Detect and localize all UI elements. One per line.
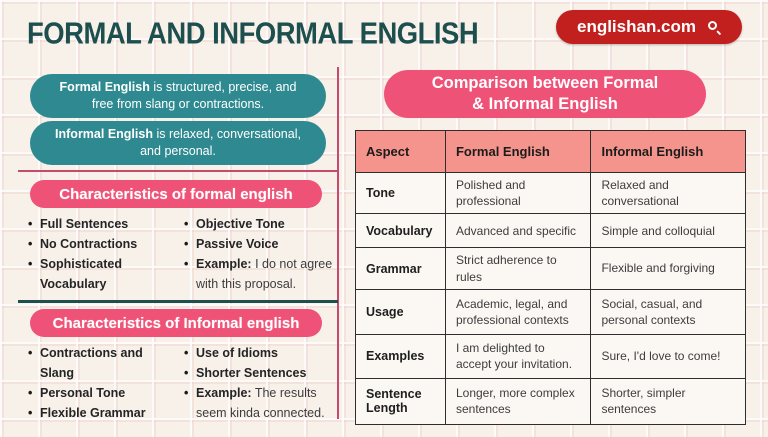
formal-bullets-left bbox=[26, 214, 172, 294]
cell-formal: Strict adherence to rules bbox=[445, 248, 590, 289]
cell-informal: Relaxed and conversational bbox=[591, 173, 746, 214]
list-item: • Contractions and Slang bbox=[26, 343, 172, 383]
table-row bbox=[356, 289, 746, 334]
table-header-row bbox=[356, 131, 746, 173]
cell-formal: Polished and professional bbox=[445, 173, 590, 214]
list-item: • Use of Idioms bbox=[182, 343, 338, 363]
comparison-table bbox=[355, 130, 746, 425]
column-header-formal: Formal English bbox=[445, 131, 590, 173]
informal-bullets-left bbox=[26, 343, 172, 423]
cell-formal: I am delighted to accept your invitation. bbox=[445, 334, 590, 378]
formal-characteristics-heading: Characteristics of formal english bbox=[30, 180, 322, 208]
comparison-heading bbox=[384, 70, 706, 118]
search-icon-handle bbox=[716, 30, 721, 35]
list-item: • Passive Voice bbox=[182, 234, 338, 254]
table-row bbox=[356, 378, 746, 424]
cell-informal: Shorter, simpler sentences bbox=[591, 378, 746, 424]
column-header-informal: Informal English bbox=[591, 131, 746, 173]
list-item: • Full Sentences bbox=[26, 214, 172, 234]
cell-formal: Advanced and specific bbox=[445, 214, 590, 248]
list-item: • Example: I do not agree with this proposal. bbox=[182, 254, 338, 294]
comparison-heading-line2: & Informal English bbox=[472, 95, 618, 113]
informal-definition-text: Informal English is relaxed, conversational, and personal. bbox=[55, 126, 301, 158]
table-row bbox=[356, 334, 746, 378]
cell-aspect: Grammar bbox=[356, 248, 446, 289]
page-title: FORMAL AND INFORMAL ENGLISH bbox=[27, 16, 479, 51]
informal-characteristics-list bbox=[26, 343, 338, 423]
cell-aspect: Tone bbox=[356, 173, 446, 214]
horizontal-divider-teal bbox=[18, 300, 338, 303]
cell-formal: Academic, legal, and professional contexts bbox=[445, 289, 590, 334]
site-badge[interactable] bbox=[556, 10, 742, 44]
comparison-heading-line1: Comparison between Formal bbox=[431, 73, 659, 92]
cell-aspect: Examples bbox=[356, 334, 446, 378]
cell-informal: Simple and colloquial bbox=[591, 214, 746, 248]
formal-definition-box bbox=[30, 74, 326, 118]
table-row bbox=[356, 173, 746, 214]
column-header-aspect: Aspect bbox=[356, 131, 446, 173]
list-item: • Sophisticated Vocabulary bbox=[26, 254, 172, 294]
list-item: • Flexible Grammar bbox=[26, 403, 172, 423]
horizontal-divider-pink bbox=[18, 170, 338, 172]
list-item: • Shorter Sentences bbox=[182, 363, 338, 383]
search-icon[interactable] bbox=[708, 21, 721, 34]
formal-characteristics-list bbox=[26, 214, 338, 294]
cell-informal: Flexible and forgiving bbox=[591, 248, 746, 289]
table-row bbox=[356, 248, 746, 289]
cell-aspect: Sentence Length bbox=[356, 378, 446, 424]
formal-definition-text: Formal English is structured, precise, and free from slang or contractions. bbox=[59, 79, 297, 111]
cell-formal: Longer, more complex sentences bbox=[445, 378, 590, 424]
list-item: • Example: The results seem kinda connected. bbox=[182, 383, 338, 423]
informal-characteristics-heading: Characteristics of Informal english bbox=[30, 309, 322, 337]
list-item: • Objective Tone bbox=[182, 214, 338, 234]
search-icon-lens bbox=[708, 21, 717, 30]
cell-informal: Sure, I'd love to come! bbox=[591, 334, 746, 378]
cell-informal: Social, casual, and personal contexts bbox=[591, 289, 746, 334]
site-badge-label: englishan.com bbox=[576, 17, 697, 36]
formal-bullets-right bbox=[182, 214, 338, 294]
list-item: • Personal Tone bbox=[26, 383, 172, 403]
cell-aspect: Vocabulary bbox=[356, 214, 446, 248]
informal-bullets-right bbox=[182, 343, 338, 423]
list-item: • No Contractions bbox=[26, 234, 172, 254]
informal-definition-box bbox=[30, 121, 326, 165]
cell-aspect: Usage bbox=[356, 289, 446, 334]
table-row bbox=[356, 214, 746, 248]
